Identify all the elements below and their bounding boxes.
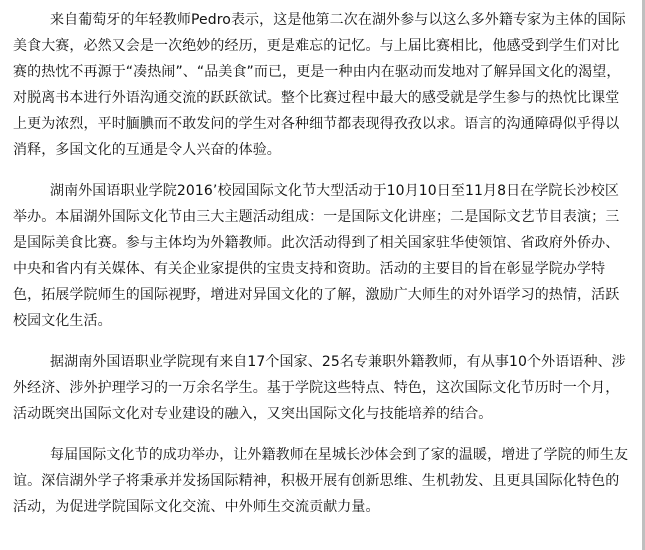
paragraph-festival-overview: 湖南外国语职业学院2016’校园国际文化节大型活动于10月10日至11月8日在学院长沙校区举办。本届湖外国际文化节由三大主题活动组成：一是国际文化讲座；二是国际文艺节目表演；三是国际美食比赛。参与主体均为外籍教师。此次活动得到了相关国家驻华使领馆、省政府外侨办、中央和省内有关媒体、有关企业家提供的宝贵支持和资助。活动的主要目的旨在彰显学院办学特色，拓展学院师生的国际视野，增进对异国文化的了解，激励广大师生的对外语学习的热情，活跃校园文化生活。 xyxy=(13,183,620,329)
paragraph-college-profile: 据湖南外国语职业学院现有来自17个国家、25名专兼职外籍教师，有从事10个外语语种、涉外经济、涉外护理学习的一万余名学生。基于学院这些特点、特色，这次国际文化节历时一个月，活动既突出国际文化对专业建设的融入，又突出国际文化与技能培养的结合。 xyxy=(13,354,626,422)
paragraph-teacher-quote: 来自葡萄牙的年轻教师Pedro表示，这是他第二次在湖外参与以这么多外籍专家为主体的国际美食大赛，必然又会是一次绝妙的经历，更是难忘的记忆。与上届比赛相比，他感受到学生们对比赛的热忱不再源于“凑热闹”、“品美食”而已，更是一种由内在驱动而发地对了解异国文化的渴望，对脱离书本进行外语沟通交流的跃跃欲试。整个比赛过程中最大的感受就是学生参与的热忱比课堂上更为浓烈，平时腼腆而不敢发问的学生对各种细节都表现得孜孜以求。语言的沟通障碍似乎得以消释，多国文化的互通是令人兴奋的体验。 xyxy=(13,12,626,158)
paragraph-closing: 每届国际文化节的成功举办，让外籍教师在星城长沙体会到了家的温暖，增进了学院的师生友谊。深信湖外学子将秉承并发扬国际精神，积极开展有创新思维、生机勃发、且更具国际化特色的活动，为促进学院国际文化交流、中外师生交流贡献力量。 xyxy=(13,447,629,515)
